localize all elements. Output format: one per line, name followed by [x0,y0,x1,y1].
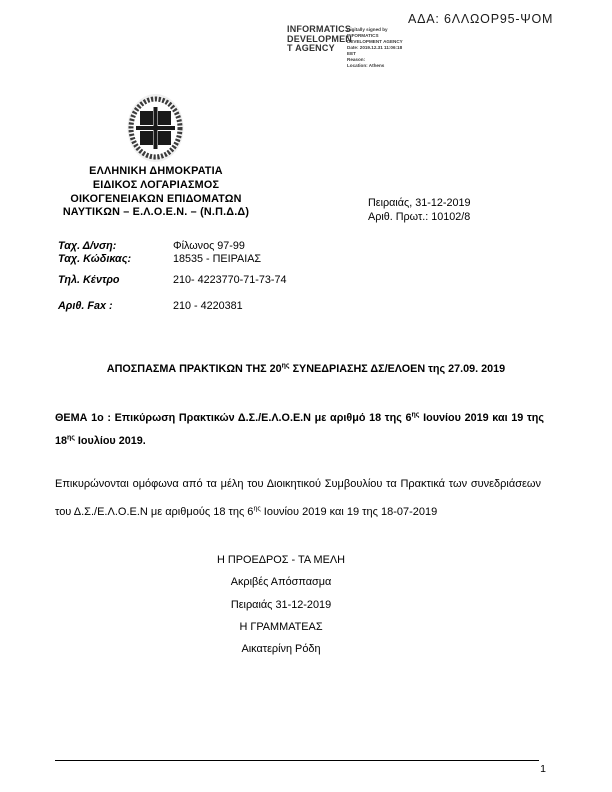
subject-text: Ιουνίου 2019 και 19 της [419,412,544,424]
subject-line [55,407,544,430]
subject-line [55,430,544,453]
contact-row-fax [0,300,612,314]
title-text: ΑΠΟΣΠΑΣΜΑ ΠΡΑΚΤΙΚΩΝ ΤΗΣ 20 [106,363,282,375]
letterhead-org-block [25,165,287,220]
contact-label: Τηλ. Κέντρο [58,274,120,286]
signature-line-secretary-title: Η ΓΡΑΜΜΑΤΕΑΣ [239,620,323,633]
stamp-agency-line: T AGENCY [287,43,335,54]
contact-label: Ταχ. Κώδικας: [58,253,132,265]
stamp-detail-line: Digitally signed by [347,27,388,32]
place-date: Πειραιάς, 31-12-2019 [368,197,471,209]
stamp-agency-line: DEVELOPMEN [287,33,353,44]
contact-value: 210- 4223770-71-73-74 [173,274,287,286]
title-text: ΣΥΝΕΔΡΙΑΣΗΣ ΔΣ/ΕΛΟΕΝ της 27.09. 2019 [289,363,506,375]
stamp-detail-line: Reason: [347,57,366,62]
digital-signature-stamp [287,25,352,54]
date-protocol-block [368,197,470,224]
greek-coat-of-arms-icon [127,93,184,163]
body-line [55,499,541,527]
contact-row-address [0,240,612,254]
signature-line-certified-copy: Ακριβές Απόσπασμα [230,576,332,589]
contact-row-postal-code [0,253,612,267]
protocol-number: Αριθ. Πρωτ.: 10102/8 [368,210,471,223]
body-paragraph [55,471,541,526]
body-ordinal-sup: ης [253,504,261,512]
stamp-detail-line: Location: Athens [347,63,385,68]
signature-line-secretary-name: Αικατερίνη Ρόδη [241,643,321,656]
page-number: 1 [540,763,546,775]
ada-code: ΑΔΑ: 6ΛΛΩΟΡ95-ΨΟΜ [408,12,554,26]
stamp-detail-line: Date: 2019.12.31 11:06:18 [347,45,403,50]
title-ordinal-sup: ης [281,362,290,370]
subject-ordinal-sup: ης [67,433,75,441]
contact-label: Ταχ. Δ/νση: [58,240,117,252]
footer-divider [55,760,539,761]
signature-block [31,549,531,660]
contact-value: Φίλωνος 97-99 [173,240,245,252]
stamp-detail-line: DEVELOPMENT AGENCY [347,39,403,44]
document-title [0,363,612,375]
contact-row-phone [0,274,612,288]
contact-value: 210 - 4220381 [173,300,243,312]
org-line: ΟΙΚΟΓΕΝΕΙΑΚΩΝ ΕΠΙΔΟΜΑΤΩΝ [70,192,242,205]
org-line: ΕΛΛΗΝΙΚΗ ΔΗΜΟΚΡΑΤΙΑ [89,165,223,177]
stamp-detail-line: INFORMATICS [347,33,379,38]
org-line: ΝΑΥΤΙΚΩΝ – Ε.Λ.Ο.Ε.Ν. – (Ν.Π.Δ.Δ) [62,206,250,219]
contact-value: 18535 - ΠΕΙΡΑΙΑΣ [173,253,262,265]
subject-text: 18 [55,434,68,447]
signature-line-place-date: Πειραιάς 31-12-2019 [230,598,332,611]
subject-text: Ιουλίου 2019. [74,434,146,447]
body-text: του Δ.Σ./Ε.Λ.Ο.Ε.Ν με αριθμούς 18 της 6 [55,505,254,518]
subject-text: ΘΕΜΑ 1ο : Επικύρωση Πρακτικών Δ.Σ./Ε.Λ.Ο.Ε.Ν με αριθμό 18 της 6 [55,412,412,424]
body-text: Ιουνίου 2019 και 19 της 18-07-2019 [260,505,438,518]
signature-line-president: Η ΠΡΟΕΔΡΟΣ - ΤΑ ΜΕΛΗ [217,554,345,566]
digital-signature-details [347,27,417,69]
stamp-detail-line: EET [347,51,356,56]
subject-paragraph [55,407,544,452]
contact-label: Αριθ. Fax : [58,300,113,312]
subject-ordinal-sup: ης [411,411,420,419]
stamp-agency-line: INFORMATICS [287,24,352,34]
org-line: ΕΙΔΙΚΟΣ ΛΟΓΑΡΙΑΣΜΟΣ [92,178,220,191]
body-line: Επικυρώνονται ομόφωνα από τα μέλη του Διοικητικού Συμβουλίου τα Πρακτικά των συνεδριάσεων [55,478,541,490]
